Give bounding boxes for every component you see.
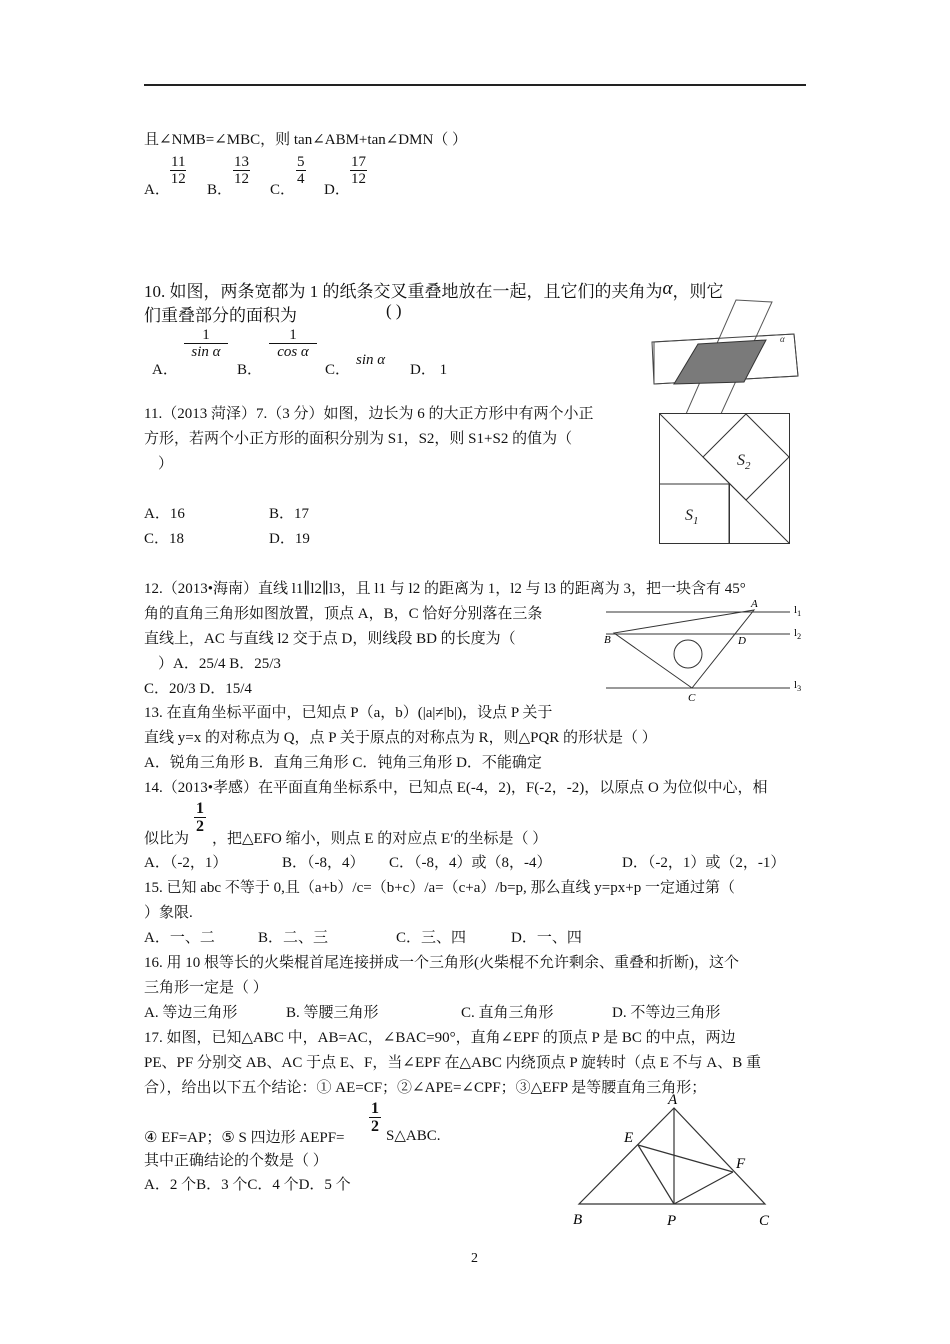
- q15-line1: 15. 已知 abc 不等于 0,且（a+b）/c=（b+c）/a=（c+a）/b=p, 那么直线 y=px+p 一定通过第（: [144, 880, 735, 896]
- q17-line5: 其中正确结论的个数是（ ）: [144, 1153, 328, 1169]
- q17-line4b: S△ABC.: [386, 1128, 441, 1144]
- q12-line4: ）A．25/4 B．25/3: [158, 656, 281, 672]
- q13-line2: 直线 y=x 的对称点为 Q，点 P 关于原点的对称点为 R，则△PQR 的形状是（ ）: [144, 730, 657, 746]
- q10-line2: 们重叠部分的面积为: [144, 306, 297, 325]
- q16-opt-d: D. 不等边三角形: [612, 1005, 721, 1021]
- q12-line5: C．20/3 D．15/4: [144, 681, 252, 697]
- q9-opt-c: C．: [270, 182, 296, 198]
- q17-line3: 合），给出以下五个结论：① AE=CF；②∠APE=∠CPF；③△EFP 是等腰直角三角形；: [144, 1080, 707, 1096]
- q12-figure: [600, 596, 810, 704]
- q17-fig-e: E: [624, 1130, 634, 1146]
- q14-line1: 14.（2013•孝感）在平面直角坐标系中，已知点 E(-4，2)，F(-2，-2)，以原点 O 为位似中心，相: [144, 780, 768, 796]
- q12-line2: 角的直角三角形如图放置，顶点 A，B，C 恰好分别落在三条: [144, 606, 543, 622]
- q10-line1: 10. 如图，两条宽都为 1 的纸条交叉重叠地放在一起，且它们的夹角为α，则它: [144, 278, 724, 301]
- q14-line2a: 似比为: [144, 831, 190, 847]
- q10-frac-b: $\frac{1}{\text{cos α}}$: [269, 327, 317, 360]
- q10-figure: [646, 298, 806, 418]
- q9-stem: 且∠NMB=∠MBC，则 tan∠ABM+tan∠DMN（ ）: [144, 132, 468, 148]
- q10-opt-c: C．: [325, 362, 351, 378]
- q12-fig-c: C: [688, 692, 696, 704]
- q17-line1: 17. 如图，已知△ABC 中，AB=AC，∠BAC=90°，直角∠EPF 的顶点 P 是 BC 的中点，两边: [144, 1030, 736, 1046]
- q14-opt-d: D．（-2，1）或（2，-1）: [622, 855, 786, 871]
- q9-opt-d: D．: [324, 182, 350, 198]
- q9-opt-a: A．: [144, 182, 170, 198]
- q11-figure: [659, 413, 790, 544]
- q17-figure: [570, 1090, 775, 1230]
- q14-opt-b: B．（-8，4）: [282, 855, 365, 871]
- q10-fig-alpha: α: [780, 334, 785, 344]
- q16-line2: 三角形一定是（ ）: [144, 980, 268, 996]
- q17-line2: PE、PF 分别交 AB、AC 于点 E、F，当∠EPF 在△ABC 内绕顶点 P 旋转时（点 E 不与 A、B 重: [144, 1055, 761, 1071]
- q12-fig-d: D: [738, 635, 746, 647]
- q15-opt-c: C．三、四: [396, 930, 467, 946]
- q13-line1: 13. 在直角坐标平面中，已知点 P（a，b）(|a|≠|b|)，设点 P 关于: [144, 705, 553, 721]
- q17-frac: $\frac{1}{2}$: [371, 1100, 379, 1135]
- q14-frac: $\frac{1}{2}$: [196, 800, 204, 835]
- q10-opt-c-value: sin α: [356, 352, 386, 368]
- q16-opt-b: B. 等腰三角形: [286, 1005, 379, 1021]
- q12-fig-b: B: [604, 634, 611, 646]
- q15-line2: ）象限.: [144, 905, 193, 921]
- q9-opt-b: B．: [207, 182, 233, 198]
- q17-fig-p: P: [667, 1213, 677, 1229]
- q9-frac-b: $\frac{13}{12}$: [234, 154, 249, 187]
- q12-fig-l1: $l_1$: [794, 604, 802, 618]
- q10-opt-d: D． 1: [410, 362, 448, 378]
- q10-paren: ( ): [386, 301, 402, 320]
- q16-line1: 16. 用 10 根等长的火柴棍首尾连接拼成一个三角形(火柴棍不允许剩余、重叠和折断)，这个: [144, 955, 739, 971]
- q12-fig-l3: $l_3$: [794, 679, 802, 693]
- q10-frac-a: $\frac{1}{\text{sin α}}$: [184, 327, 228, 360]
- q17-fig-f: F: [736, 1156, 746, 1172]
- q12-line1: 12.（2013•海南）直线 l1∥l2∥l3，且 l1 与 l2 的距离为 1，l2 与 l3 的距离为 3，把一块含有 45°: [144, 581, 746, 597]
- q17-line4a: ④ EF=AP；⑤ S 四边形 AEPF=: [144, 1130, 345, 1146]
- q14-line2b: ，把△EFO 缩小，则点 E 的对应点 E′的坐标是（ ）: [212, 831, 548, 847]
- q11-line2: 方形，若两个小正方形的面积分别为 S1，S2，则 S1+S2 的值为（: [144, 431, 573, 447]
- q17-options: A．2 个B．3 个C．4 个D．5 个: [144, 1177, 351, 1193]
- q15-opt-a: A．一、二: [144, 930, 215, 946]
- q14-opt-c: C．（-8，4）或（8，-4）: [389, 855, 552, 871]
- q13-options: A．锐角三角形 B．直角三角形 C．钝角三角形 D．不能确定: [144, 755, 542, 771]
- q16-opt-a: A. 等边三角形: [144, 1005, 238, 1021]
- header-rule: [144, 84, 806, 86]
- q12-fig-l2: $l_2$: [794, 627, 802, 641]
- q16-opt-c: C. 直角三角形: [461, 1005, 554, 1021]
- q15-opt-d: D．一、四: [511, 930, 582, 946]
- q9-frac-a: $\frac{11}{12}$: [170, 154, 186, 187]
- q11-opt-d: D．19: [269, 531, 310, 547]
- q11-opt-a: A．16: [144, 506, 185, 522]
- q11-fig-s2: $S_2$: [737, 452, 751, 472]
- q10-opt-b: B．: [237, 362, 263, 378]
- q10-opt-a: A．: [152, 362, 178, 378]
- q17-fig-c: C: [759, 1213, 770, 1229]
- q17-fig-a: A: [668, 1092, 678, 1108]
- q17-fig-b: B: [573, 1212, 583, 1228]
- q12-line3: 直线上，AC 与直线 l2 交于点 D，则线段 BD 的长度为（: [144, 631, 516, 647]
- q11-opt-b: B．17: [269, 506, 310, 522]
- q14-opt-a: A．（-2，1）: [144, 855, 228, 871]
- page-number: 2: [471, 1251, 478, 1266]
- q9-frac-d: $\frac{17}{12}$: [351, 154, 366, 187]
- q15-opt-b: B．二、三: [258, 930, 329, 946]
- q11-line3: ）: [158, 456, 174, 472]
- q11-fig-s1: $S_1$: [685, 507, 699, 527]
- q11-line1: 11.（2013 菏泽）7.（3 分）如图，边长为 6 的大正方形中有两个小正: [144, 406, 594, 422]
- q11-opt-c: C．18: [144, 531, 185, 547]
- q9-frac-c: $\frac{5}{4}$: [297, 154, 305, 187]
- q12-fig-a: A: [751, 598, 758, 610]
